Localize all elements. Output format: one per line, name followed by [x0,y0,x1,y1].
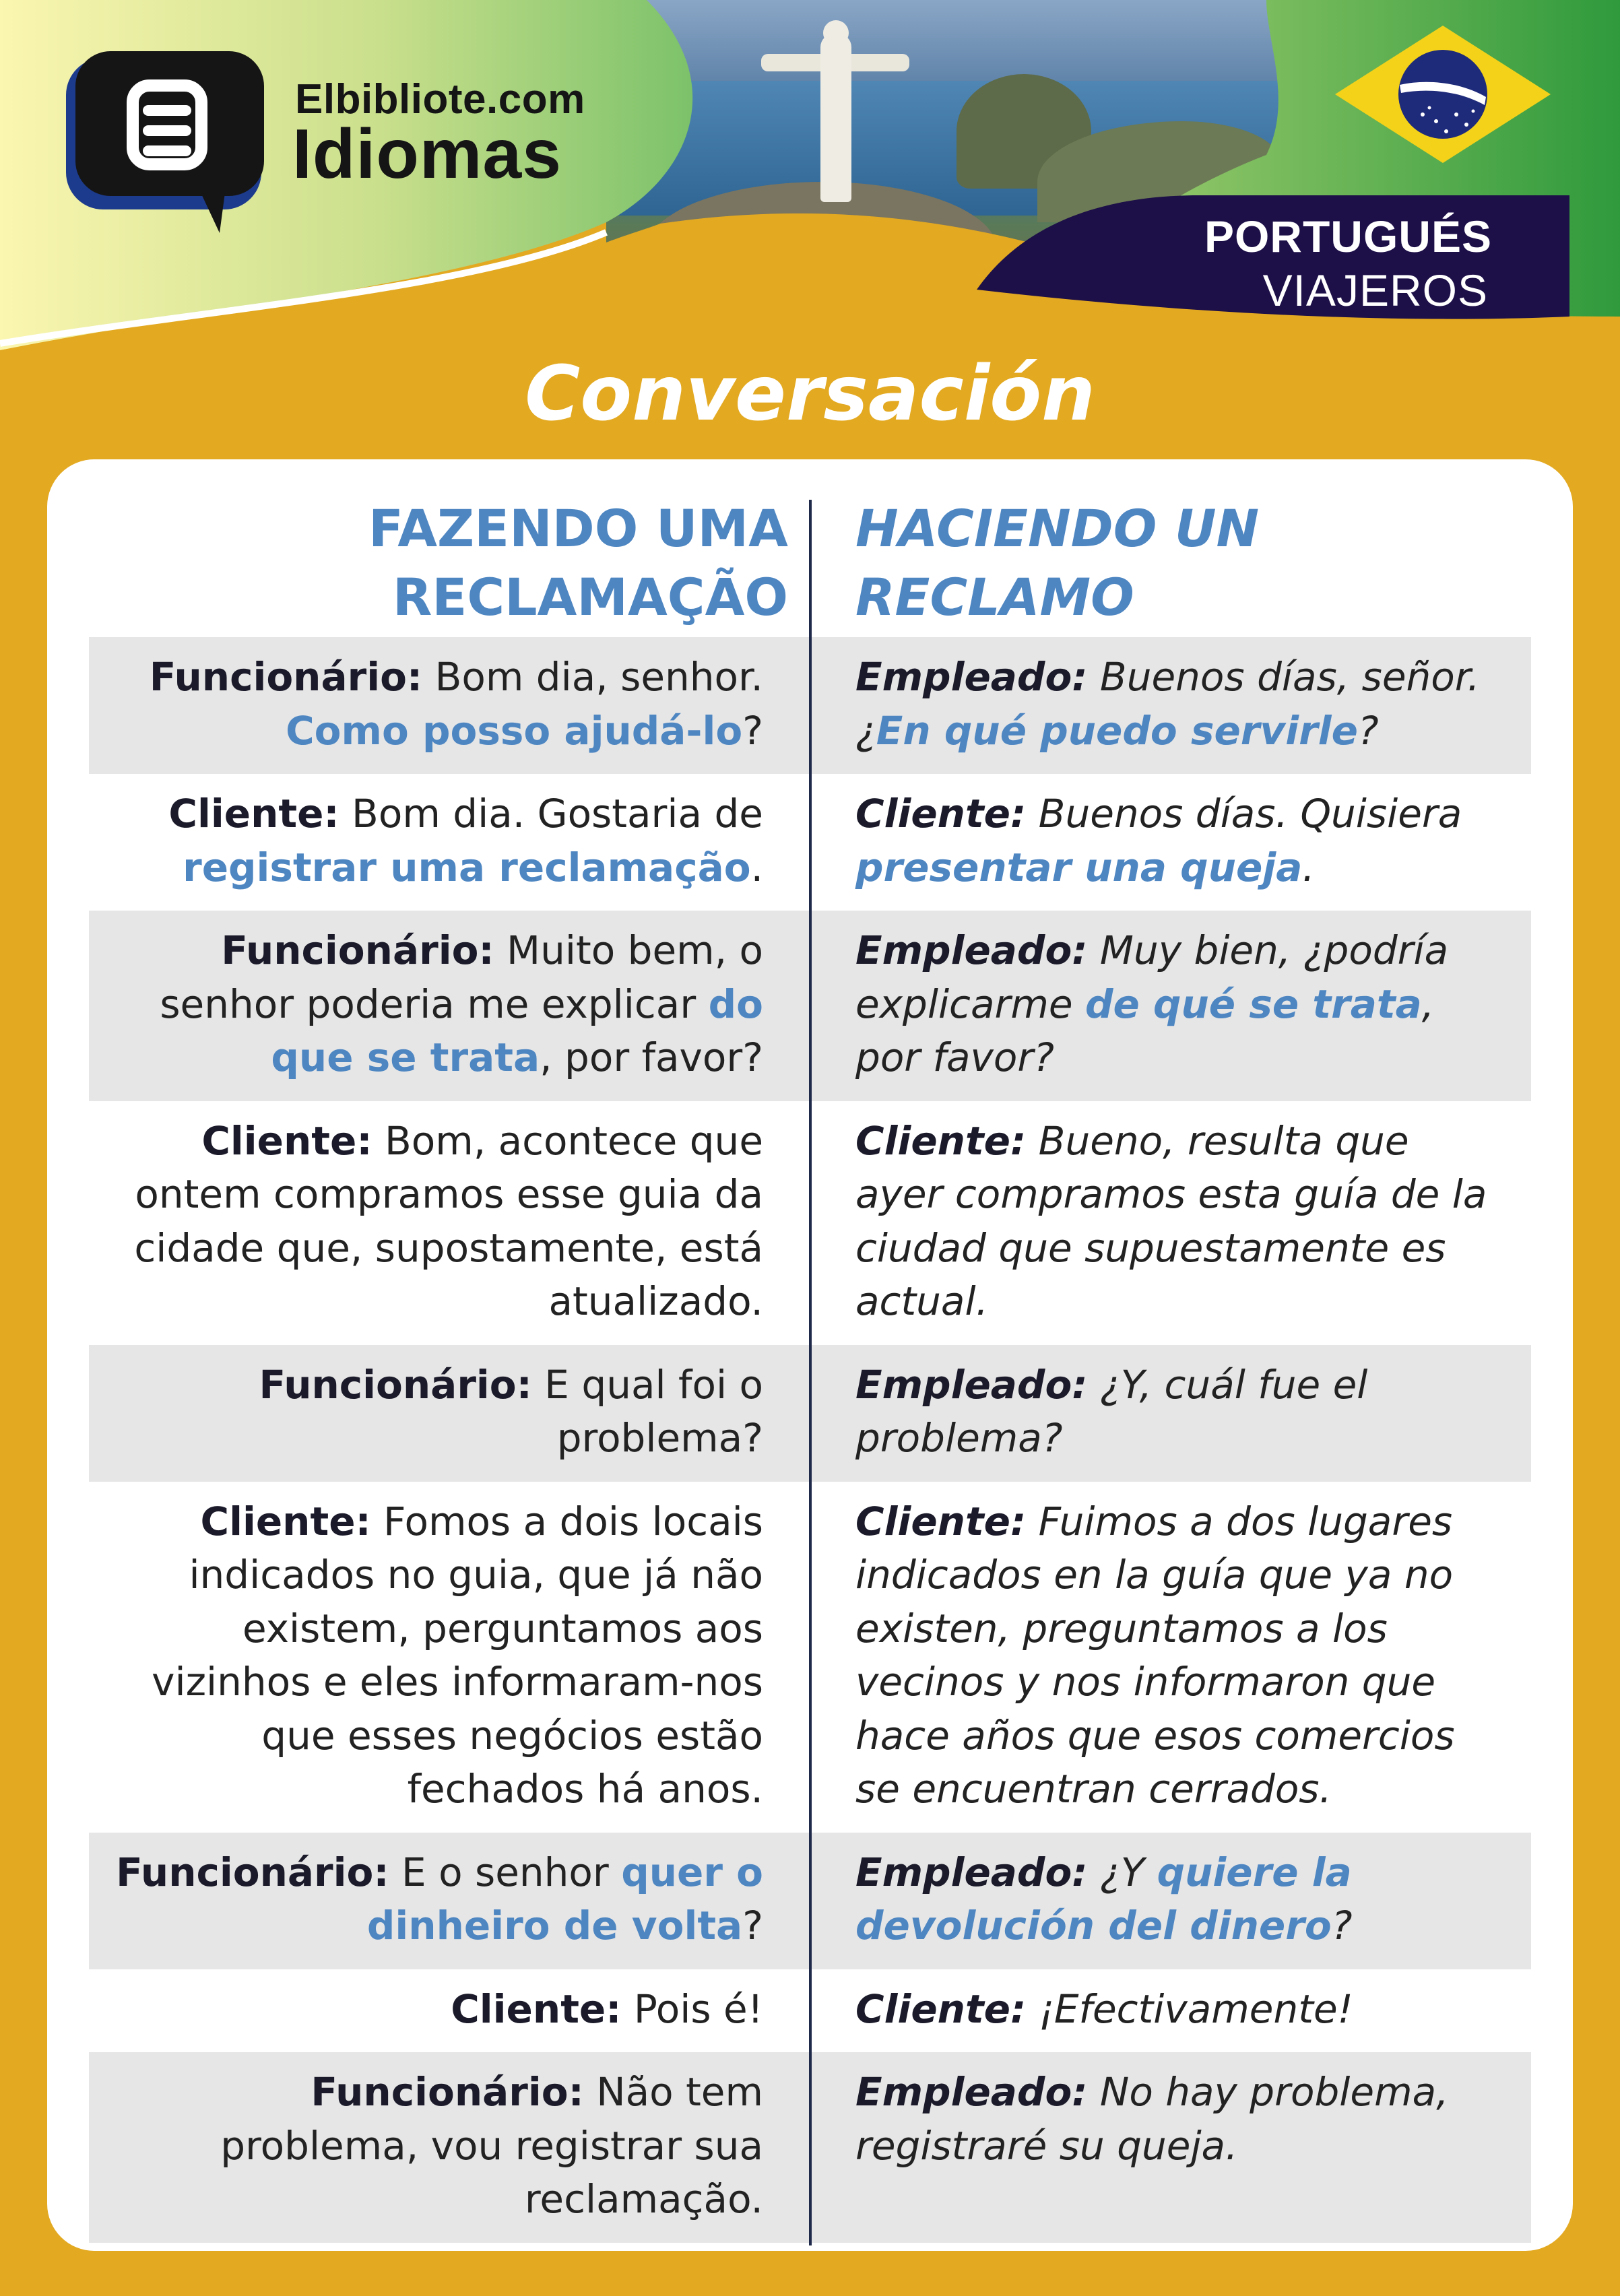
dialogue-text: Fuimos a dos lugares indicados en la guía que ya no existen, preguntamos a los vecinos y nos informaron que hace años que esos comercios se encuentran cerrados. [855,1498,1455,1812]
speaker-label: Funcionário: [259,1361,532,1408]
portuguese-line [89,1345,809,1482]
key-phrase: Como posso ajudá-lo [286,707,743,754]
dialogue-text: ? [1357,707,1379,754]
spanish-line [809,1833,1531,1969]
dialogue-text: ¿Y [1087,1849,1157,1895]
portuguese-line [89,1482,809,1833]
dialogue-text: E o senhor [389,1849,622,1895]
spanish-line [809,637,1531,774]
dialogue-text: Buenos días. Quisiera [1026,791,1462,837]
logo-book-icon [127,79,207,170]
dialogue-text: Bueno, resulta que ayer compramos esta guía de la ciudad que supuestamente es actual. [855,1117,1487,1324]
spanish-title-line-1: HACIENDO UN [855,498,1260,558]
spanish-line [809,911,1531,1101]
speaker-label: Cliente: [855,1117,1027,1164]
key-phrase: presentar una queja [855,844,1303,890]
key-phrase: quiere la devolución del dinero [855,1849,1352,1948]
key-phrase: quer o dinheiro de volta [366,1849,763,1948]
spanish-line [809,1101,1531,1345]
dialogue-text: . [750,844,763,890]
portuguese-line [89,637,809,774]
key-phrase: registrar uma reclamação [183,844,751,890]
spanish-line [809,1482,1531,1833]
speaker-label: Empleado: [855,654,1088,700]
audience-label: VIAJEROS [1262,265,1488,315]
speaker-label: Cliente: [168,791,339,837]
dialogue-text: ? [742,707,763,754]
dialogue-text: ? [742,1903,763,1948]
column-divider [809,500,812,2245]
dialogue-text: Pois é! [621,1986,763,2032]
speaker-label: Funcionário: [149,654,423,700]
dialogue-text: Não tem problema, vou registrar sua reclamação. [220,2069,763,2222]
speaker-label: Empleado: [855,1361,1088,1408]
dialogue-text: No hay problema, registraré su queja. [855,2069,1449,2169]
speaker-label: Cliente: [451,1986,622,2032]
dialogue-text: Fomos a dois locais indicados no guia, que já não existem, perguntamos aos vizinhos e eles informaram-nos que esses negócios estão fechados há anos. [152,1498,763,1812]
speaker-label: Funcionário: [116,1849,389,1895]
spanish-title-line-2: RECLAMO [855,567,1134,627]
dialogue-text: Bom, acontece que ontem compramos esse guia da cidade que, supostamente, está atualizado. [134,1117,763,1324]
key-phrase: do que se trata [271,981,763,1080]
logo-site-name: Elbibliote.com [295,76,585,123]
portuguese-column-title [182,494,788,632]
conversation-card [47,459,1573,2251]
speaker-label: Cliente: [855,1498,1027,1544]
logo-product-name: Idiomas [292,115,562,193]
elbibliote-logo[interactable] [66,51,268,213]
portuguese-title-line-2: RECLAMAÇÃO [392,567,788,627]
dialogue-text: Muito bem, o senhor poderia me explicar [160,927,763,1027]
speaker-label: Empleado: [855,1849,1088,1895]
dialogue-text: ? [1331,1903,1353,1948]
portuguese-title-line-1: FAZENDO UMA [368,498,788,558]
portuguese-line [89,774,809,911]
portuguese-line [89,1101,809,1345]
dialogue-text: ¿Y, cuál fue el problema? [855,1361,1368,1461]
header [0,0,1620,377]
spanish-line [809,774,1531,911]
dialogue-text: Bom dia, senhor. [422,654,763,700]
portuguese-line [89,1969,809,2053]
dialogue-text: , por favor? [540,1035,763,1080]
spanish-line [809,2052,1531,2243]
spanish-line [809,1345,1531,1482]
dialogue-text: Bom dia. Gostaria de [339,791,763,837]
spanish-column-title [855,494,1462,632]
dialogue-text: E qual foi o problema? [531,1361,763,1461]
speaker-label: Cliente: [201,1117,372,1164]
dialogue-text: Muy bien, ¿podría explicarme [855,927,1449,1027]
speaker-label: Cliente: [855,791,1027,837]
portuguese-line [89,1833,809,1969]
speaker-label: Cliente: [855,1986,1027,2032]
key-phrase: En qué puedo servirle [876,707,1358,754]
dialogue-text: . [1302,844,1315,890]
portuguese-line [89,911,809,1101]
dialogue-text: , por favor? [855,981,1435,1080]
speaker-label: Funcionário: [221,927,494,973]
key-phrase: de qué se trata [1084,981,1422,1027]
speaker-label: Empleado: [855,2069,1088,2115]
speaker-label: Empleado: [855,927,1088,973]
dialogue-text: ¡Efectivamente! [1026,1986,1353,2032]
page-title: Conversación [525,350,1095,438]
brazil-flag-icon [1322,13,1564,175]
speaker-label: Cliente: [200,1498,371,1544]
speaker-label: Funcionário: [311,2069,584,2115]
spanish-line [809,1969,1531,2053]
portuguese-line [89,2052,809,2243]
dialogue-text: Buenos días, señor. ¿ [855,654,1480,754]
language-label: PORTUGUÉS [1204,211,1492,261]
